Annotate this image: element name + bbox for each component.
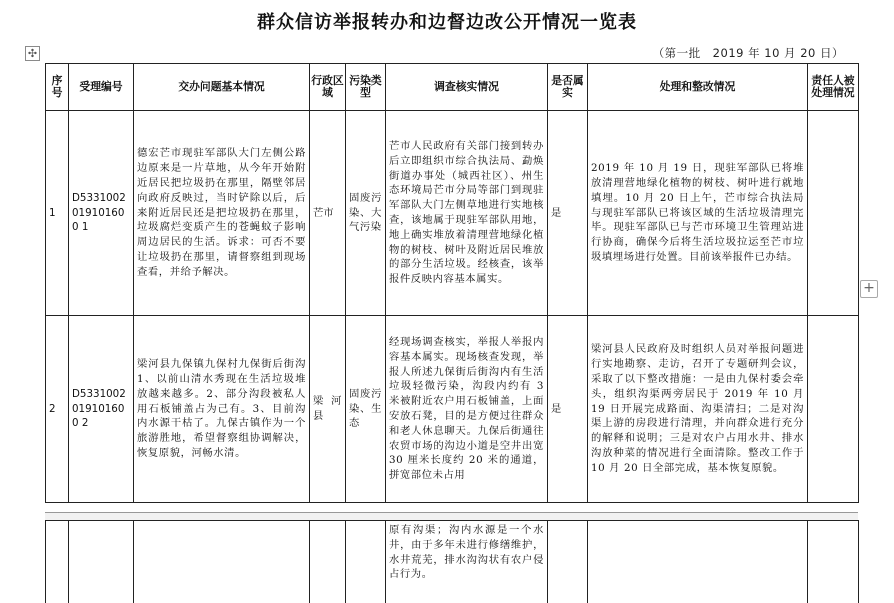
cell-id	[69, 521, 134, 603]
cell-region: 梁河县	[310, 316, 346, 503]
header-investigation: 调查核实情况	[386, 64, 548, 111]
header-verified: 是否属实	[548, 64, 588, 111]
cell-issue: 梁河县九保镇九保村九保街后街沟 1、以前山清水秀现在生活垃圾堆放越来越多。2、部分沟段被私人用石板铺盖占为己有。3、目前沟内水源干枯了。九保古镇作为一个旅游胜地，希望督察组协调解决，恢复原貌，河畅水清。	[134, 316, 310, 503]
header-seq: 序号	[46, 64, 69, 111]
cell-issue	[134, 521, 310, 603]
cell-investigation: 原有沟渠；沟内水源是一个水井，由于多年未进行修缮维护，水井荒芜，排水沟沟状有农户侵占行为。	[386, 521, 548, 603]
header-id: 受理编号	[69, 64, 134, 111]
table-continuation	[45, 520, 858, 603]
table-area	[45, 63, 858, 503]
header-responsible: 责任人被处理情况	[808, 64, 859, 111]
table-row	[46, 316, 859, 503]
cell-investigation: 芒市人民政府有关部门接到转办后立即组织市综合执法局、勐焕街道办事处（城西社区）、州生态环境局芒市分局等部门到现驻军部队大门左侧草地进行实地核查，该地属于现驻军部队用地，地上确实堆放着清理营地绿化植物的树枝、树叶及附近居民堆放的部分生活垃圾。经核查，该举报件反映内容基本属实。	[386, 111, 548, 316]
header-handling: 处理和整改情况	[588, 64, 808, 111]
cell-verified: 是	[548, 111, 588, 316]
cell-pollution	[346, 521, 386, 603]
cell-region	[310, 521, 346, 603]
cell-responsible	[808, 316, 859, 503]
cell-seq	[46, 521, 69, 603]
header-row	[46, 64, 859, 111]
cell-handling: 梁河县人民政府及时组织人员对举报问题进行实地勘察、走访，召开了专题研判会议，采取了以下整改措施：一是由九保村委会牵头，组织沟渠两旁居民于 2019 年 10 月 19 日开展完成路面、沟渠清扫；二是对沟渠上游的房段进行清理，并向群众进行充分的解释和说明；三是对农户占用水井、排水沟放种菜的情况进行全面清除。整改工作于 10 月 20 日全部完成，基本恢复原貌。	[588, 316, 808, 503]
table-row	[46, 521, 859, 603]
cell-seq: 1	[46, 111, 69, 316]
cell-verified	[548, 521, 588, 603]
cell-responsible	[808, 521, 859, 603]
table-move-handle-icon[interactable]: ✣	[25, 46, 40, 61]
cell-pollution: 固废污染、大气污染	[346, 111, 386, 316]
document-title: 群众信访举报转办和边督边改公开情况一览表	[0, 8, 894, 34]
cell-handling: 2019 年 10 月 19 日，现驻军部队已将堆放清理营地绿化植物的树枝、树叶进行就地填埋。10 月 20 日上午，芒市综合执法局与现驻军部队已将该区域的生活垃圾清理完毕。现驻军部队已与芒市环境卫生管理站进行协商，确保今后将生活垃圾拉运至芒市垃圾填埋场进行处置。目前该举报件已办结。	[588, 111, 808, 316]
cell-id: D5331002019101600 2	[69, 316, 134, 503]
cell-responsible	[808, 111, 859, 316]
header-pollution: 污染类型	[346, 64, 386, 111]
cell-handling	[588, 521, 808, 603]
cell-investigation: 经现场调查核实，举报人举报内容基本属实。现场核查发现，举报人所述九保街后街沟内有生活垃圾轻微污染，沟段内约有 3 米被附近农户用石板铺盖，上面安放石凳，目的是方便过往群众和老人休息聊天。九保后街通往农贸市场的沟边小道是空井出宽 30 厘米长度约 20 米的通道，拼宽部位未占用	[386, 316, 548, 503]
complaints-table-continued	[45, 520, 859, 603]
cell-issue: 德宏芒市现驻军部队大门左侧公路边原来是一片草地，从今年开始附近居民把垃圾扔在那里，隔壁邻居向政府反映过，当时铲除以后，后来附近居民还是把垃圾扔在那里，垃圾腐烂变质产生的苍蝇蚊子影响周边居民的生活。诉求：可否不要让垃圾扔在那里，请督察组到现场查看，并给予解决。	[134, 111, 310, 316]
cell-seq: 2	[46, 316, 69, 503]
cell-region: 芒市	[310, 111, 346, 316]
complaints-table	[45, 63, 859, 503]
add-row-plus-icon[interactable]: +	[860, 280, 878, 298]
batch-note: （第一批 2019 年 10 月 20 日）	[653, 45, 844, 61]
header-issue: 交办问题基本情况	[134, 64, 310, 111]
cell-pollution: 固废污染、生态	[346, 316, 386, 503]
cell-id: D5331002019101600 1	[69, 111, 134, 316]
header-region: 行政区域	[310, 64, 346, 111]
cell-verified: 是	[548, 316, 588, 503]
table-row	[46, 111, 859, 316]
